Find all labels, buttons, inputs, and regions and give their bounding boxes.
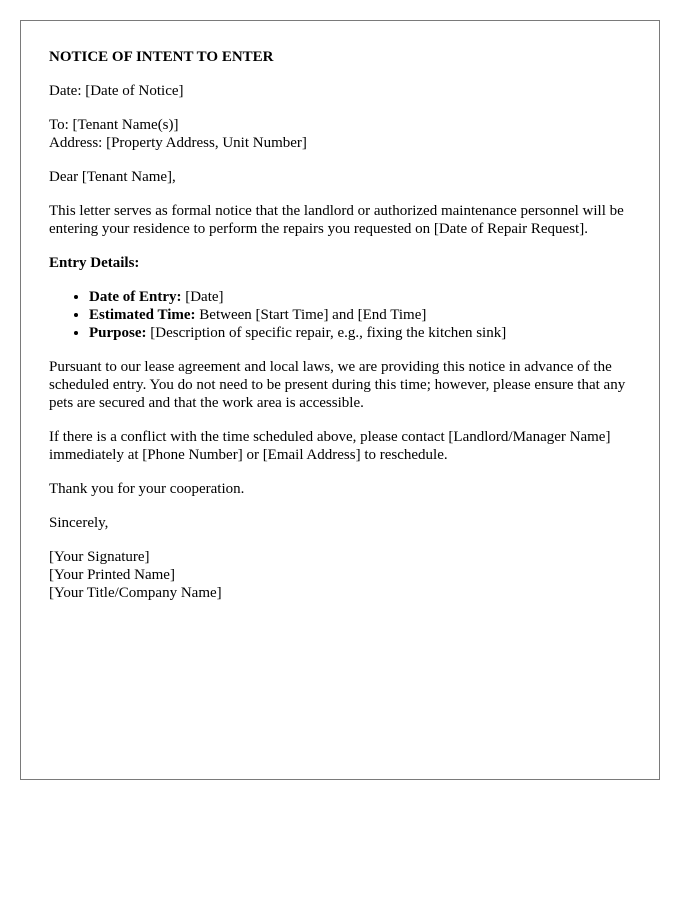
entry-detail-label: Purpose: [89, 325, 147, 341]
entry-details-heading: Entry Details: [49, 255, 140, 271]
printed-name-line: [Your Printed Name] [49, 567, 175, 583]
salutation: Dear [Tenant Name], [49, 169, 176, 185]
legal-paragraph: Pursuant to our lease agreement and local laws, we are providing this notice in advance of the scheduled entry. You do not need to be present during this time; however, please ensure that any pets are secured and that the work area is accessible. [49, 359, 626, 411]
entry-detail-value: [Description of specific repair, e.g., fixing the kitchen sink] [146, 325, 507, 341]
closing-line: Sincerely, [49, 515, 109, 531]
list-item-estimated-time [89, 306, 631, 324]
signature-line: [Your Signature] [49, 549, 150, 565]
signature-block [49, 548, 631, 602]
entry-detail-label: Date of Entry: [89, 289, 182, 305]
conflict-paragraph: If there is a conflict with the time scheduled above, please contact [Landlord/Manager Name] immediately at [Phone Number] or [Email Address] to reschedule. [49, 429, 611, 463]
entry-detail-value: Between [Start Time] and [End Time] [195, 307, 427, 323]
letter-title: NOTICE OF INTENT TO ENTER [49, 49, 274, 65]
entry-details-list [49, 288, 631, 342]
to-line: To: [Tenant Name(s)] [49, 117, 179, 133]
entry-detail-label: Estimated Time: [89, 307, 196, 323]
letter-page [20, 20, 660, 780]
list-item-purpose [89, 324, 631, 342]
entry-detail-value: [Date] [181, 289, 224, 305]
date-line: Date: [Date of Notice] [49, 83, 184, 99]
thanks-line: Thank you for your cooperation. [49, 481, 245, 497]
recipient-block [49, 116, 631, 152]
title-company-line: [Your Title/Company Name] [49, 585, 222, 601]
list-item-date-of-entry [89, 288, 631, 306]
address-line: Address: [Property Address, Unit Number] [49, 135, 307, 151]
intro-paragraph: This letter serves as formal notice that the landlord or authorized maintenance personnel will be entering your residence to perform the repairs you requested on [Date of Repair Request]. [49, 203, 624, 237]
